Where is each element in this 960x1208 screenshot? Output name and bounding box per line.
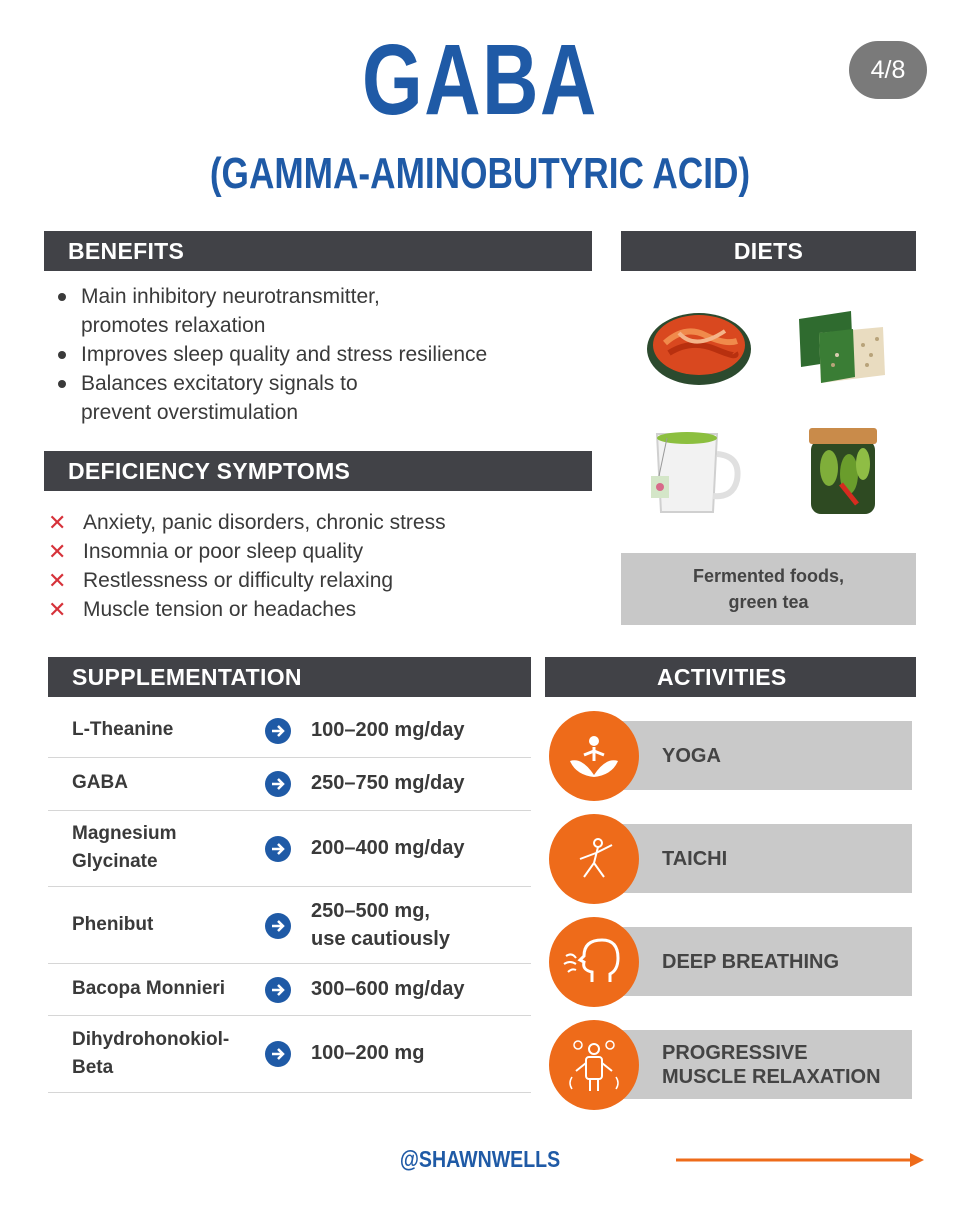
benefit-item-line: promotes relaxation bbox=[81, 314, 266, 337]
page-indicator-badge: 4/8 bbox=[849, 41, 927, 99]
table-row bbox=[48, 964, 531, 1016]
supplement-name: Bacopa Monnieri bbox=[72, 978, 226, 999]
taichi-icon bbox=[549, 814, 639, 904]
arrow-right-circle-icon bbox=[265, 718, 291, 744]
deficiency-heading-bar bbox=[44, 451, 592, 491]
x-mark-icon: ✕ bbox=[48, 510, 67, 535]
symptom-item bbox=[48, 595, 588, 624]
yoga-lotus-icon bbox=[549, 711, 639, 801]
page-title: GABA bbox=[362, 24, 598, 136]
supplement-name: Magnesium Glycinate bbox=[72, 823, 177, 872]
diets-heading: DIETS bbox=[733, 237, 804, 264]
symptom-item bbox=[48, 508, 588, 537]
supplement-dose: 250–750 mg/day bbox=[311, 772, 465, 794]
x-mark-icon: ✕ bbox=[48, 597, 67, 622]
activity-label: TAICHI bbox=[662, 847, 728, 870]
deficiency-heading: DEFICIENCY SYMPTOMS bbox=[68, 457, 351, 484]
arrow-right-circle-icon bbox=[265, 977, 291, 1003]
symptom-text: Restlessness or difficulty relaxing bbox=[83, 569, 394, 592]
symptom-text: Insomnia or poor sleep quality bbox=[83, 540, 364, 563]
kimchi-icon bbox=[645, 305, 753, 387]
x-mark-icon: ✕ bbox=[48, 539, 67, 564]
symptom-text: Anxiety, panic disorders, chronic stress bbox=[83, 511, 446, 534]
arrow-right-circle-icon bbox=[265, 836, 291, 862]
supplement-dose: 100–200 mg bbox=[311, 1042, 425, 1064]
benefit-item bbox=[55, 369, 595, 427]
benefit-item bbox=[55, 282, 595, 340]
benefit-item bbox=[55, 340, 595, 369]
diets-caption bbox=[621, 553, 916, 625]
supplement-name: GABA bbox=[72, 772, 128, 793]
benefit-item-line: Main inhibitory neurotransmitter, bbox=[81, 285, 380, 308]
table-row bbox=[48, 705, 531, 758]
supplementation-heading-bar bbox=[48, 657, 531, 697]
benefits-heading: BENEFITS bbox=[68, 237, 185, 264]
deficiency-list bbox=[48, 508, 588, 624]
supplement-dose: 300–600 mg/day bbox=[311, 978, 465, 1000]
table-row bbox=[48, 811, 531, 887]
symptom-text: Muscle tension or headaches bbox=[83, 598, 357, 621]
activity-label: DEEP BREATHING bbox=[662, 950, 840, 973]
supplementation-heading: SUPPLEMENTATION bbox=[72, 663, 302, 690]
activities-heading-bar bbox=[545, 657, 916, 697]
tempeh-icon bbox=[793, 305, 889, 391]
diets-caption-line: Fermented foods, bbox=[692, 566, 844, 586]
benefit-item-line: prevent overstimulation bbox=[81, 401, 299, 424]
activity-label: YOGA bbox=[662, 744, 721, 767]
symptom-item bbox=[48, 537, 588, 566]
arrow-right-circle-icon bbox=[265, 771, 291, 797]
supplement-dose: 100–200 mg/day bbox=[311, 719, 465, 741]
supplement-name: Phenibut bbox=[72, 914, 154, 935]
benefit-item-line: Balances excitatory signals to bbox=[81, 372, 358, 395]
table-row bbox=[48, 1016, 531, 1093]
breathing-head-icon bbox=[549, 917, 639, 1007]
page-subtitle: (GAMMA-AMINOBUTYRIC ACID) bbox=[209, 149, 751, 198]
arrow-right-circle-icon bbox=[265, 1041, 291, 1067]
supplement-dose: 250–500 mg, use cautiously bbox=[311, 900, 450, 950]
arrow-right-icon[interactable] bbox=[676, 1150, 924, 1170]
symptom-item bbox=[48, 566, 588, 595]
supplement-name: L-Theanine bbox=[72, 719, 174, 740]
benefits-list bbox=[55, 282, 595, 427]
green-tea-icon bbox=[645, 420, 745, 520]
benefit-item-line: Improves sleep quality and stress resilience bbox=[81, 343, 488, 366]
x-mark-icon: ✕ bbox=[48, 568, 67, 593]
arrow-right-circle-icon bbox=[265, 913, 291, 939]
diets-caption-line: green tea bbox=[728, 592, 809, 612]
supplement-dose: 200–400 mg/day bbox=[311, 837, 465, 859]
pickles-jar-icon bbox=[805, 424, 881, 518]
footer-handle[interactable]: @SHAWNWELLS bbox=[399, 1146, 561, 1172]
diets-heading-bar bbox=[621, 231, 916, 271]
muscle-relaxation-icon bbox=[549, 1020, 639, 1110]
activities-heading: ACTIVITIES bbox=[657, 663, 787, 690]
activity-label: PROGRESSIVE MUSCLE RELAXATION bbox=[662, 1041, 881, 1088]
table-row bbox=[48, 887, 531, 964]
table-row bbox=[48, 758, 531, 811]
supplement-name: Dihydrohonokiol- Beta bbox=[72, 1029, 230, 1078]
benefits-heading-bar bbox=[44, 231, 592, 271]
